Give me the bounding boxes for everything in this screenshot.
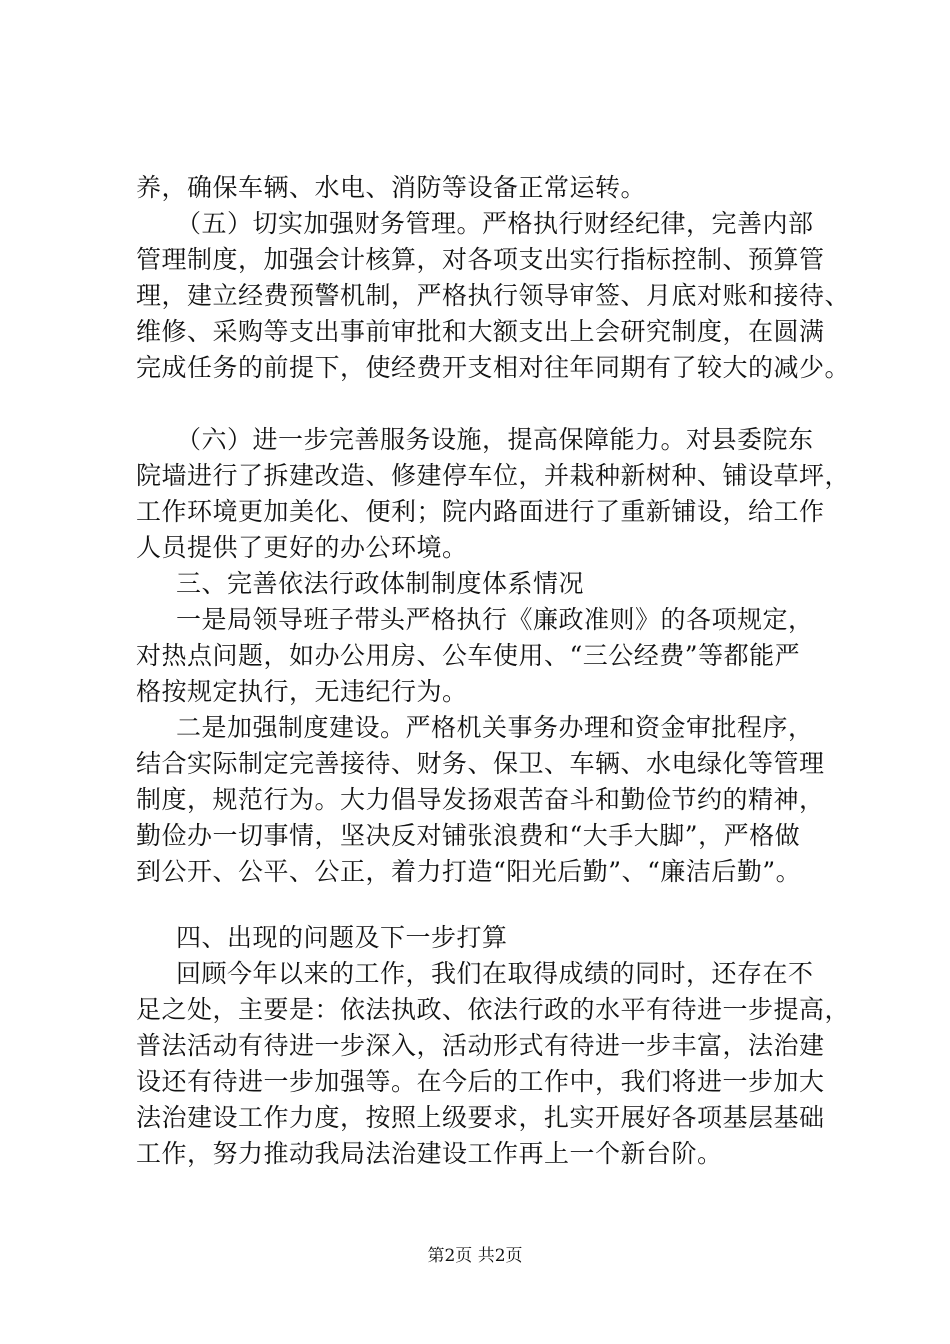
paragraph-line: 工作，努力推动我局法治建设工作再上一个新台阶。 [136,1139,723,1168]
paragraph-line: 格按规定执行，无违纪行为。 [136,677,468,706]
paragraph-line: 勤俭办一切事情，坚决反对铺张浪费和“大手大脚”，严格做 [136,821,801,850]
paragraph-line: （五）切实加强财务管理。严格执行财经纪律，完善内部 [176,209,814,238]
paragraph-line: 回顾今年以来的工作，我们在取得成绩的同时，还存在不 [176,959,814,988]
paragraph-line: 院墙进行了拆建改造、修建停车位，并栽种新树种、铺设草坪， [136,461,851,490]
page-number-footer: 第2页 共2页 [427,1246,523,1266]
paragraph-line: 一是局领导班子带头严格执行《廉政准则》的各项规定， [176,605,814,634]
paragraph-line: 普法活动有待进一步深入，活动形式有待进一步丰富，法治建 [136,1031,825,1060]
paragraph-line: 人员提供了更好的办公环境。 [136,533,468,562]
paragraph-line: 制度，规范行为。大力倡导发扬艰苦奋斗和勤俭节约的精神， [136,785,825,814]
paragraph-line: 完成任务的前提下，使经费开支相对往年同期有了较大的减少。 [136,353,851,382]
paragraph-line: 养，确保车辆、水电、消防等设备正常运转。 [136,173,647,202]
paragraph-line: 法治建设工作力度，按照上级要求，扎实开展好各项基层基础 [136,1103,825,1132]
paragraph-line: 管理制度，加强会计核算，对各项支出实行指标控制、预算管 [136,245,825,274]
paragraph-line: 结合实际制定完善接待、财务、保卫、车辆、水电绿化等管理 [136,749,825,778]
paragraph-line: 足之处，主要是：依法执政、依法行政的水平有待进一步提高， [136,995,851,1024]
paragraph-line: 到公开、公平、公正，着力打造“阳光后勤”、“廉洁后勤”。 [136,857,802,886]
section-heading: 三、完善依法行政体制制度体系情况 [176,569,585,598]
paragraph-line: 维修、采购等支出事前审批和大额支出上会研究制度，在圆满 [136,317,825,346]
paragraph-line: 理，建立经费预警机制，严格执行领导审签、月底对账和接待、 [136,281,851,310]
paragraph-line: 对热点问题，如办公用房、公车使用、“三公经费”等都能严 [136,641,801,670]
paragraph-line: （六）进一步完善服务设施，提高保障能力。对县委院东 [176,425,814,454]
paragraph-line: 工作环境更加美化、便利；院内路面进行了重新铺设，给工作 [136,497,825,526]
paragraph-line: 二是加强制度建设。严格机关事务办理和资金审批程序， [176,713,814,742]
section-heading: 四、出现的问题及下一步打算 [176,923,508,952]
paragraph-line: 设还有待进一步加强等。在今后的工作中，我们将进一步加大 [136,1067,825,1096]
